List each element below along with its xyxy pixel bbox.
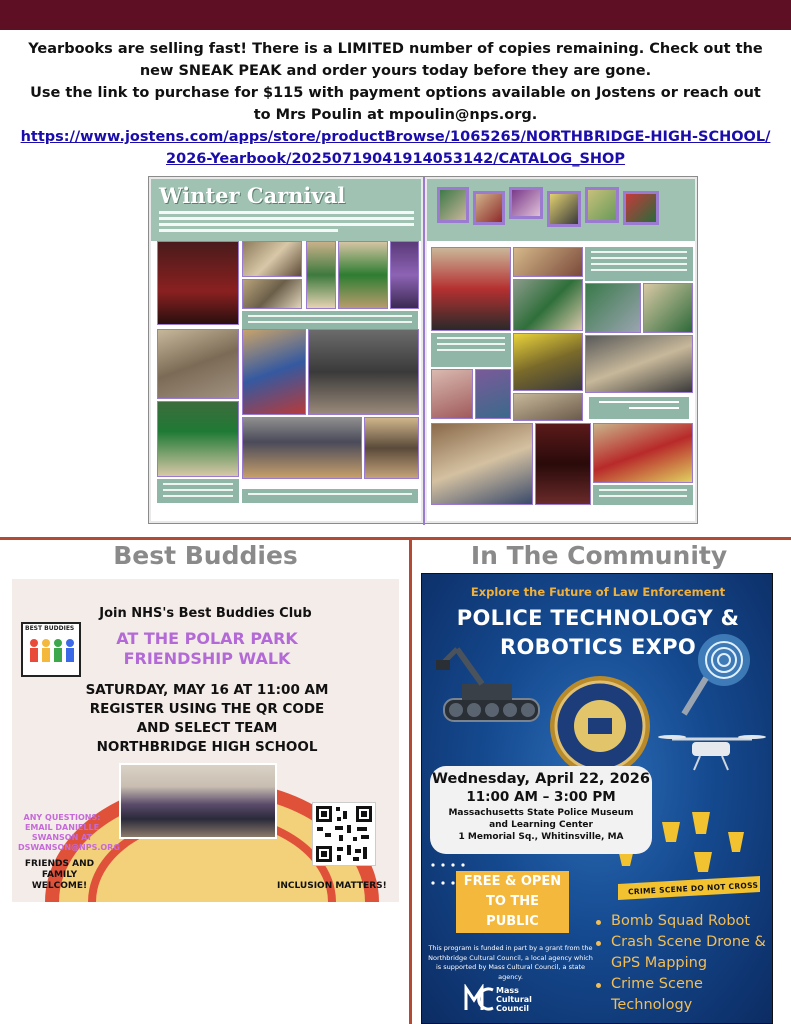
yearbook-photo <box>338 241 388 309</box>
announcement-line-2: Use the link to purchase for $115 with payment options available on Jostens or reach out to Mrs Poulin at mpoulin@nps.org. <box>30 85 761 123</box>
date-line-3: AND SELECT TEAM <box>136 720 278 736</box>
pull-quote <box>589 397 689 419</box>
yearbook-photo <box>242 329 306 415</box>
free-line-1: FREE & OPEN <box>463 874 562 889</box>
bullet-icon <box>596 983 601 988</box>
feature-item: Bomb Squad Robot <box>594 911 772 932</box>
photo-caption <box>593 485 693 505</box>
yearbook-photo <box>157 241 239 325</box>
feature-item: Crash Scene Drone & GPS Mapping <box>594 932 772 974</box>
yearbook-photo <box>157 401 239 477</box>
yearbook-photo <box>242 417 362 479</box>
mass-cultural-council-logo <box>464 984 564 1016</box>
in-the-community-heading: In The Community <box>470 541 728 570</box>
winter-carnival-header <box>151 179 421 241</box>
venue-line-3: 1 Memorial Sq., Whitinsville, MA <box>458 832 624 842</box>
yearbook-photo <box>431 369 473 419</box>
inclusion-text: INCLUSION MATTERS! <box>277 881 387 891</box>
body-text-block <box>159 211 414 235</box>
yearbook-photo <box>475 369 511 419</box>
yearbook-photo <box>242 279 302 309</box>
yearbook-announcement <box>20 38 771 170</box>
walk-line-1: AT THE POLAR PARK <box>116 629 298 648</box>
event-details <box>32 681 382 757</box>
yearbook-photo <box>513 333 583 391</box>
yearbook-photo <box>585 335 693 393</box>
yearbook-photo <box>473 191 505 225</box>
event-date: Wednesday, April 22, 2026 <box>432 771 650 787</box>
funding-note: This program is funded in part by a grant from the Northbridge Cultural Council, a local agency which is supported by Mass Cultural Council, a state agency. <box>428 944 593 981</box>
yearbook-photo <box>431 423 533 505</box>
free-line-2: TO THE <box>485 894 540 909</box>
qr-code-icon <box>313 803 375 865</box>
logo-text: BEST BUDDIES <box>25 625 75 632</box>
bullet-icon <box>596 920 601 925</box>
yearbook-left-page <box>151 179 421 521</box>
bullet-icon <box>596 941 601 946</box>
photo-caption <box>157 479 239 503</box>
crime-tape-text: CRIME SCENE DO NOT CROSS <box>627 880 759 897</box>
yearbook-photo <box>547 191 581 227</box>
date-line-2: REGISTER USING THE QR CODE <box>89 701 325 717</box>
date-line-1: SATURDAY, MAY 16 AT 11:00 AM <box>85 682 329 698</box>
club-group-photo <box>119 763 277 839</box>
council-name: Mass Cultural Council <box>496 986 532 1013</box>
photo-caption <box>242 489 418 503</box>
yearbook-photo <box>157 329 239 399</box>
fingerprint-icon <box>684 634 750 714</box>
date-line-4: NORTHBRIDGE HIGH SCHOOL <box>96 739 318 755</box>
friends-family-text: FRIENDS AND FAMILY WELCOME! <box>24 859 95 891</box>
explore-tagline: Explore the Future of Law Enforcement <box>470 585 726 599</box>
photo-caption <box>242 311 418 329</box>
join-club-text: Join NHS's Best Buddies Club <box>99 606 312 621</box>
yearbook-photo <box>513 279 583 331</box>
top-banner <box>0 0 791 30</box>
yearbook-photo <box>513 393 583 421</box>
yearbook-photo <box>513 247 583 277</box>
feature-item: Crime Scene Technology <box>594 974 772 1016</box>
yearbook-right-page <box>427 179 695 521</box>
yearbook-photo <box>242 241 302 277</box>
mcc-logo-icon <box>464 984 494 1012</box>
yearbook-page-title: Winter Carnival <box>159 183 346 208</box>
event-venue <box>430 807 652 843</box>
venue-line-2: and Learning Center <box>489 820 593 830</box>
free-admission-badge <box>456 871 569 933</box>
title-line-1: POLICE TECHNOLOGY & <box>456 606 740 630</box>
page-gutter <box>423 177 425 525</box>
yearbook-photo <box>585 187 619 223</box>
police-expo-flyer <box>421 573 773 1024</box>
best-buddies-heading: Best Buddies <box>113 541 298 570</box>
bomb-robot-icon <box>436 649 539 721</box>
yearbook-photo <box>535 423 591 505</box>
yearbook-photo <box>431 247 511 331</box>
qr-code[interactable] <box>312 802 376 866</box>
questions-contact: ANY QUESTIONS: EMAIL DANIELLE SWANSON AT DSWANSON@NPS.ORG <box>18 813 120 852</box>
drone-icon <box>658 735 766 770</box>
yearbook-photo <box>623 191 659 225</box>
yearbook-photo <box>509 187 543 219</box>
yearbook-photo <box>308 329 419 415</box>
event-time: 11:00 AM – 3:00 PM <box>466 789 616 805</box>
yearbook-photo <box>364 417 419 479</box>
photo-caption <box>431 333 511 367</box>
jostens-link[interactable]: https://www.jostens.com/apps/store/productBrowse/1065265/NORTHBRIDGE-HIGH-SCHOOL/2026-Yearbook/20250719041914053142/CATALOG_SHOP <box>20 129 771 167</box>
horizontal-divider <box>0 537 791 540</box>
free-line-3: PUBLIC <box>486 914 539 929</box>
venue-line-1: Massachusetts State Police Museum <box>448 808 634 818</box>
event-date-box <box>430 766 652 854</box>
friendship-walk-title <box>52 629 362 669</box>
walk-line-2: FRIENDSHIP WALK <box>123 649 291 668</box>
yearbook-photo <box>390 241 419 309</box>
feature-list <box>594 911 772 1016</box>
yearbook-photo <box>593 423 693 483</box>
yearbook-photo <box>306 241 336 309</box>
yearbook-photo <box>437 187 469 223</box>
announcement-line-1: Yearbooks are selling fast! There is a LIMITED number of copies remaining. Check out the new SNEAK PEAK and order yours today before they are gone. <box>28 41 763 79</box>
best-buddies-flyer <box>12 579 399 902</box>
photo-caption <box>585 247 693 281</box>
vertical-divider <box>409 537 412 1024</box>
title-line-2: ROBOTICS EXPO <box>500 635 696 659</box>
yearbook-photo <box>643 283 693 333</box>
state-police-museum-seal-icon <box>550 676 650 776</box>
yearbook-photo <box>585 283 641 333</box>
yearbook-spread-image <box>148 176 698 524</box>
